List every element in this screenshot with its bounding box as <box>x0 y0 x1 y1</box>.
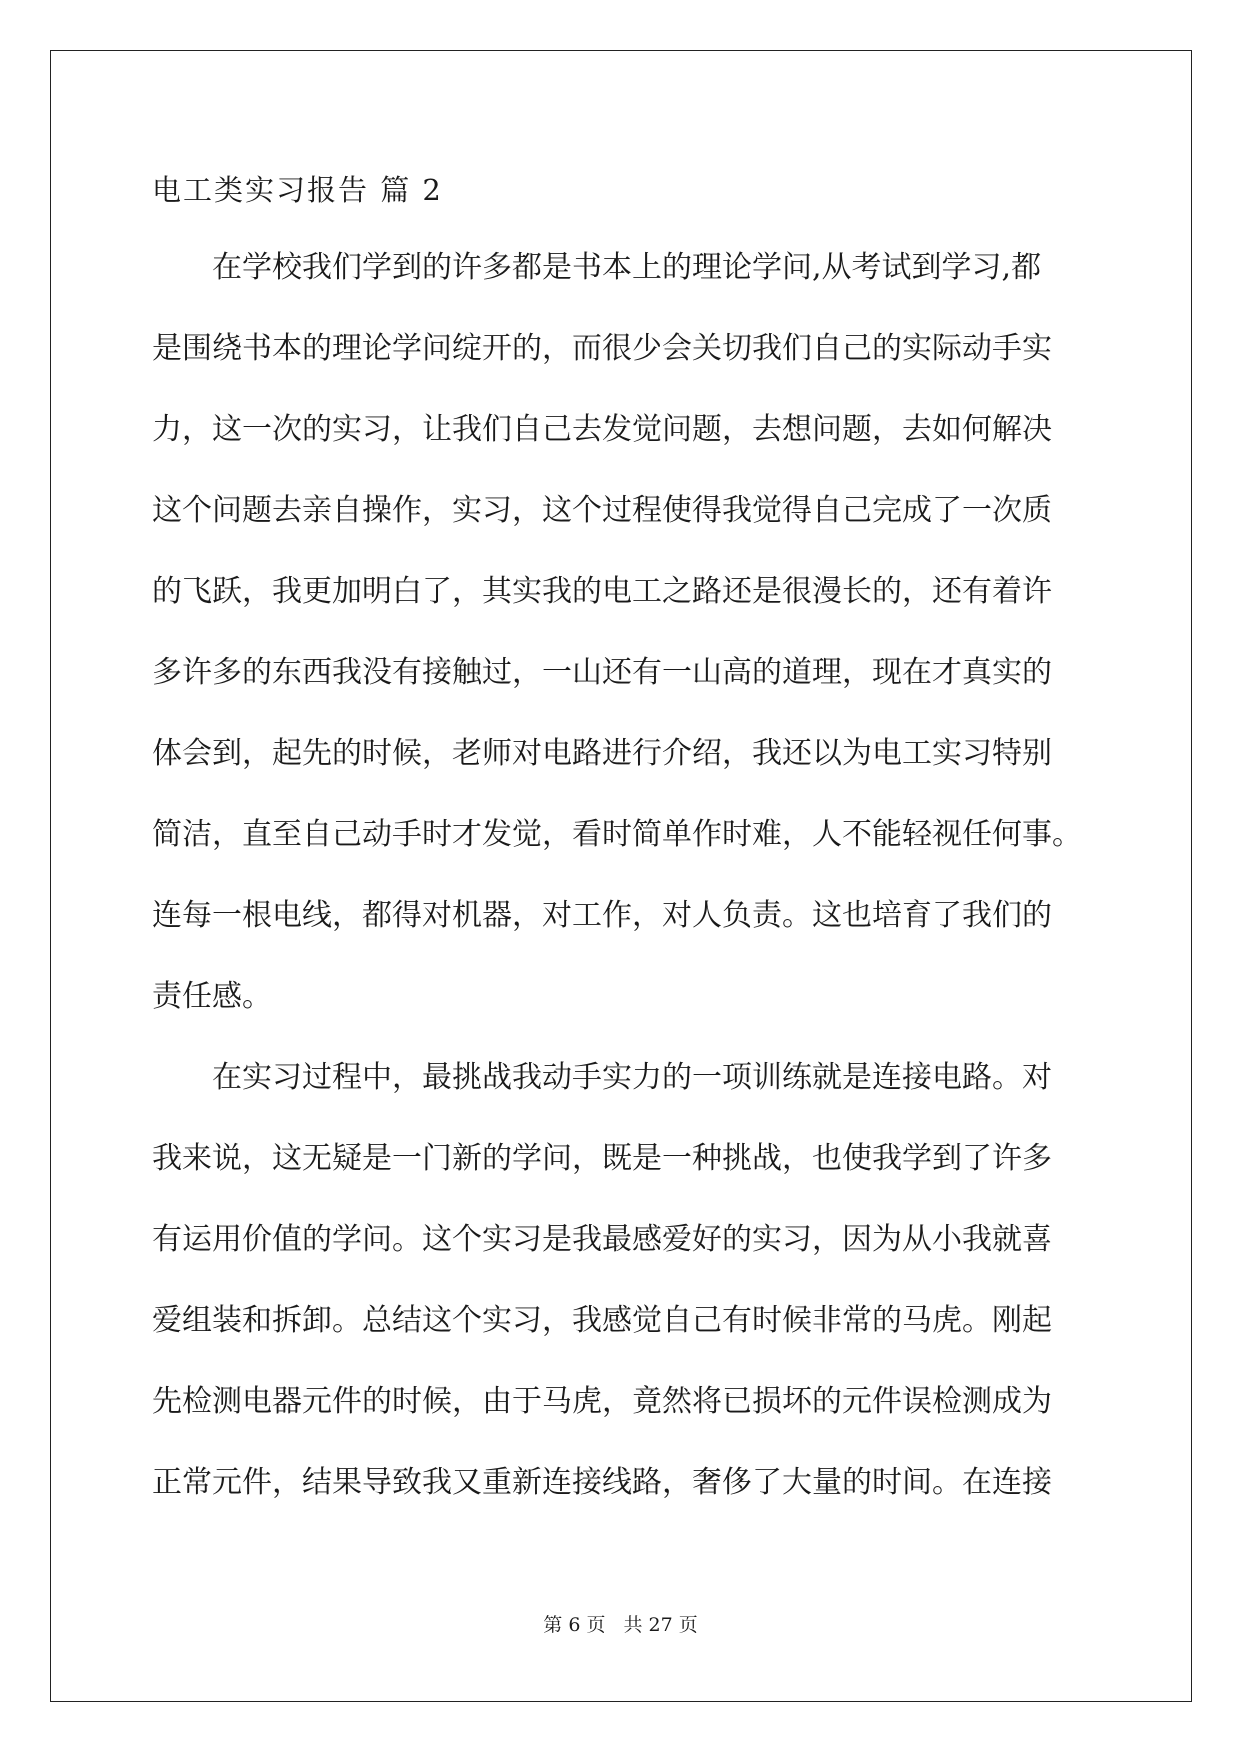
text-line: 连每一根电线，都得对机器，对工作，对人负责。这也培育了我们的 <box>152 898 1052 933</box>
text-line: 先检测电器元件的时候，由于马虎，竟然将已损坏的元件误检测成为 <box>152 1384 1052 1419</box>
text-line: 在实习过程中，最挑战我动手实力的一项训练就是连接电路。对 <box>152 1060 1052 1095</box>
text-line: 责任感。 <box>152 979 272 1014</box>
page-border <box>50 50 1192 1702</box>
text-line: 力，这一次的实习，让我们自己去发觉问题，去想问题，去如何解决 <box>152 412 1052 447</box>
text-line: 这个问题去亲自操作，实习，这个过程使得我觉得自己完成了一次质 <box>152 493 1052 528</box>
page-number: 第 6 页 <box>543 1614 606 1636</box>
text-line: 的飞跃，我更加明白了，其实我的电工之路还是很漫长的，还有着许 <box>152 574 1052 609</box>
text-line: 体会到，起先的时候，老师对电路进行介绍，我还以为电工实习特别 <box>152 736 1052 771</box>
page-total: 共 27 页 <box>623 1614 698 1636</box>
text-line: 多许多的东西我没有接触过，一山还有一山高的道理，现在才真实的 <box>152 655 1052 690</box>
text-line: 爱组装和拆卸。总结这个实习，我感觉自己有时候非常的马虎。刚起 <box>152 1303 1052 1338</box>
text-line: 正常元件，结果导致我又重新连接线路，奢侈了大量的时间。在连接 <box>152 1465 1052 1500</box>
text-line: 有运用价值的学问。这个实习是我最感爱好的实习，因为从小我就喜 <box>152 1222 1052 1257</box>
text-line: 我来说，这无疑是一门新的学问，既是一种挑战，也使我学到了许多 <box>152 1141 1052 1176</box>
text-line: 在学校我们学到的许多都是书本上的理论学问,从考试到学习,都 <box>152 250 1042 285</box>
page-footer <box>0 1613 1241 1637</box>
text-line: 是围绕书本的理论学问绽开的，而很少会关切我们自己的实际动手实 <box>152 331 1052 366</box>
section-title: 电工类实习报告 篇 2 <box>152 173 443 207</box>
text-line: 简洁，直至自己动手时才发觉，看时简单作时难，人不能轻视任何事。 <box>152 817 1082 852</box>
